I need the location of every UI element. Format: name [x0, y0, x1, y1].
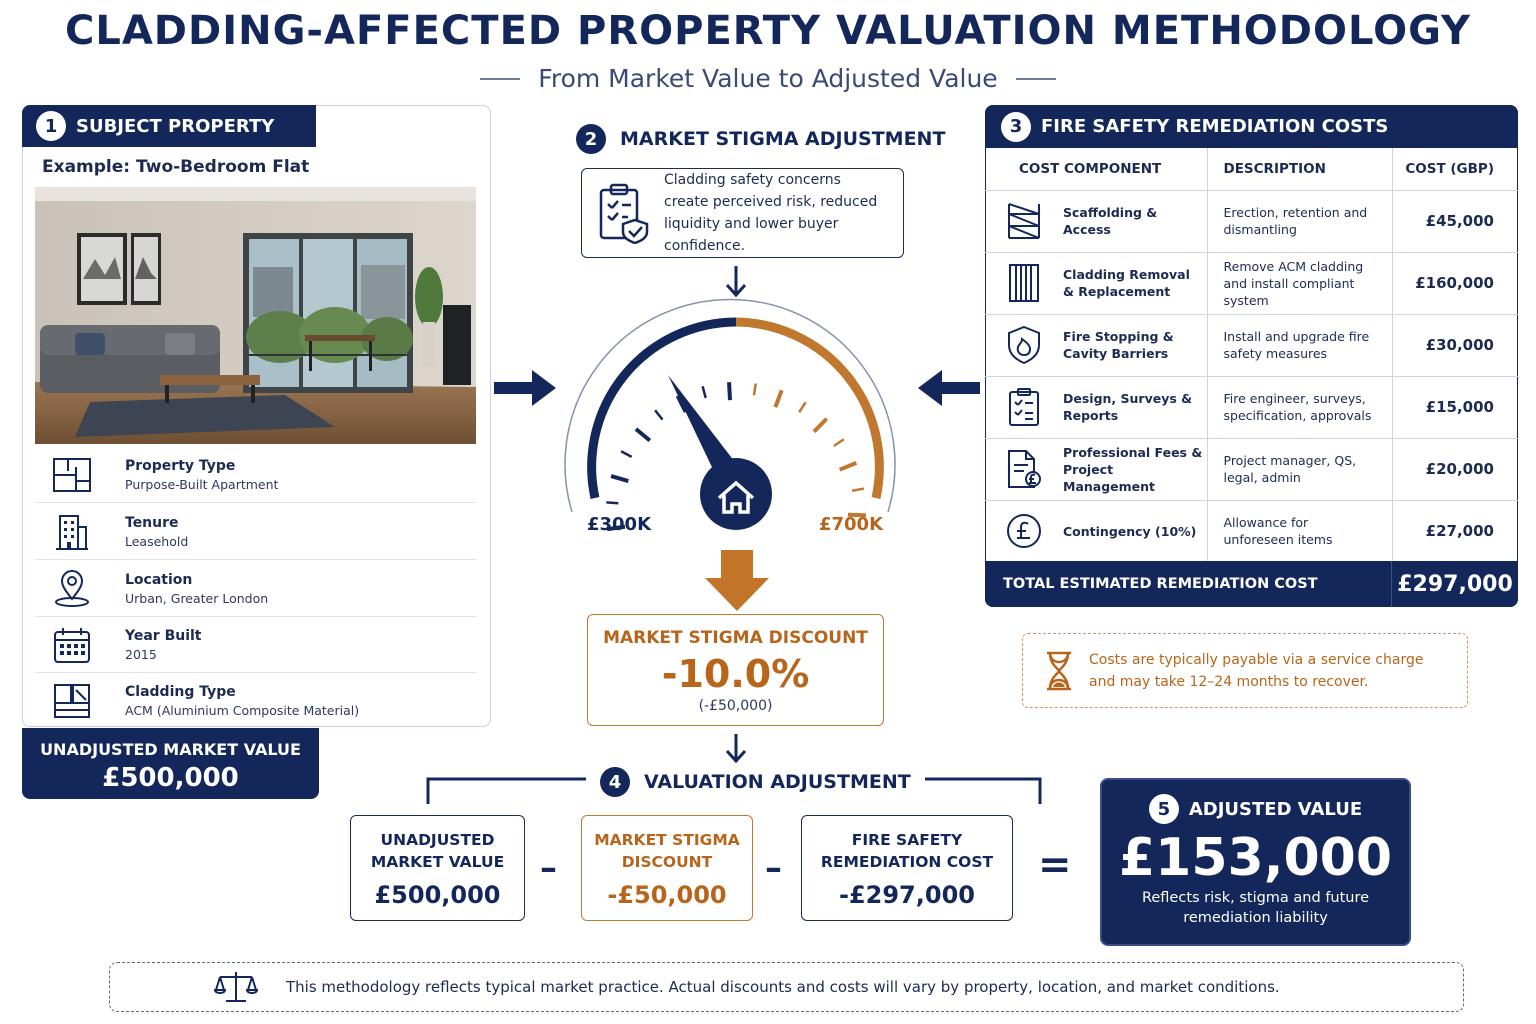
- adjusted-value-caption: Reflects risk, stigma and future remediation liability: [1141, 890, 1370, 926]
- subject-property-header: [22, 105, 316, 147]
- valuation-adjustment-header: [600, 767, 925, 797]
- table-row: [985, 376, 1518, 438]
- step-badge-2: 2: [576, 124, 606, 154]
- year-built-value: 2015: [125, 646, 157, 662]
- property-detail-row: [35, 447, 476, 503]
- gauge-tick: [775, 390, 781, 407]
- table-header-row: [985, 148, 1518, 190]
- tenure-label: Tenure: [125, 514, 179, 531]
- cladding-type-value: ACM (Aluminium Composite Material): [125, 703, 360, 718]
- gauge-tick: [611, 476, 628, 481]
- property-detail-row: [35, 504, 476, 560]
- column-header: DESCRIPTION: [1207, 148, 1392, 190]
- subtitle-rule-right: [1016, 78, 1056, 80]
- equation-stigma-box: [581, 815, 753, 921]
- step-badge-4: 4: [600, 767, 630, 797]
- column-header: COST (GBP): [1392, 148, 1518, 190]
- stigma-discount-amount: (-£50,000): [698, 698, 773, 714]
- gauge-tick: [636, 429, 650, 440]
- adjusted-value-box: [1100, 778, 1411, 946]
- step-badge-5: 5: [1149, 794, 1179, 824]
- step-badge-1: 1: [36, 111, 66, 141]
- equals-operator: =: [1038, 842, 1072, 888]
- gauge-hub: [700, 458, 772, 530]
- gauge-tick: [852, 489, 864, 491]
- cost-component-name: Design, Surveys & Reports: [1063, 391, 1193, 423]
- equation-remediation-value: -£297,000: [839, 881, 975, 909]
- cost-amount: £30,000: [1392, 314, 1518, 376]
- market-stigma-heading: MARKET STIGMA ADJUSTMENT: [620, 128, 946, 150]
- equation-unadjusted-label: UNADJUSTED MARKET VALUE: [370, 831, 505, 871]
- gauge-tick: [729, 382, 730, 400]
- equation-stigma-label: MARKET STIGMA DISCOUNT: [594, 831, 740, 871]
- cost-description: Erection, retention and dismantling: [1223, 205, 1368, 237]
- building-icon: [54, 513, 90, 551]
- gauge-max-label: £700K: [818, 514, 884, 535]
- cost-component-name: Fire Stopping & Cavity Barriers: [1063, 329, 1174, 361]
- scales-icon: [214, 970, 258, 1004]
- remediation-costs-header: [985, 105, 1518, 148]
- table-row: [985, 252, 1518, 314]
- disclaimer-text: This methodology reflects typical market practice. Actual discounts and costs will vary by property, location, and market conditions.: [286, 978, 1280, 996]
- stigma-concern-text: Cladding safety concerns create perceived risk, reduced liquidity and lower buyer confidence.: [664, 172, 878, 254]
- equation-remediation-box: [801, 815, 1013, 921]
- cost-component-name: Scaffolding & Access: [1063, 205, 1158, 237]
- disclaimer-footer: [109, 962, 1464, 1012]
- total-remediation-label: TOTAL ESTIMATED REMEDIATION COST: [985, 561, 1392, 607]
- cost-amount: £160,000: [1392, 252, 1518, 314]
- equation-unadjusted-box: [350, 815, 525, 921]
- property-detail-row: [35, 617, 476, 673]
- cost-description: Allowance for unforeseen items: [1223, 515, 1333, 547]
- service-charge-note-text: Costs are typically payable via a service charge and may take 12–24 months to recover.: [1089, 651, 1424, 690]
- unadjusted-value-box: [22, 728, 319, 799]
- market-stigma-header: [576, 124, 945, 154]
- subtitle-row: [0, 64, 1536, 93]
- service-charge-note: [1022, 633, 1468, 708]
- cost-description: Fire engineer, surveys, specification, approvals: [1223, 391, 1372, 423]
- orange-arrow-down-icon: [703, 548, 771, 614]
- valuation-adjustment-heading: VALUATION ADJUSTMENT: [644, 771, 911, 793]
- gauge-tick: [834, 439, 844, 446]
- pound-coin-icon: [1005, 512, 1043, 550]
- remediation-cost-table: [985, 148, 1518, 563]
- market-value-gauge: [560, 262, 900, 562]
- gauge-tick: [754, 384, 756, 396]
- apartment-photo: [35, 187, 476, 444]
- property-detail-row: [35, 561, 476, 617]
- location-label: Location: [125, 571, 193, 588]
- arrow-down-icon: [724, 732, 748, 766]
- floorplan-icon: [52, 457, 92, 493]
- gauge-tick: [703, 386, 706, 398]
- subtitle-rule-left: [480, 78, 520, 80]
- cost-component-name: Professional Fees & Project Management: [1063, 444, 1203, 494]
- property-type-label: Property Type: [125, 457, 236, 474]
- tenure-value: Leasehold: [125, 533, 189, 549]
- cost-description: Project manager, QS, legal, admin: [1223, 453, 1357, 485]
- table-row: [985, 190, 1518, 252]
- column-header: COST COMPONENT: [985, 148, 1207, 190]
- page-subtitle: From Market Value to Adjusted Value: [538, 64, 998, 93]
- clipboard-icon: [1007, 387, 1041, 427]
- gauge-tick: [799, 402, 805, 412]
- page-title: CLADDING-AFFECTED PROPERTY VALUATION METHODOLOGY: [65, 8, 1471, 54]
- equation-remediation-label: FIRE SAFETY REMEDIATION COST: [820, 831, 994, 871]
- gauge-tick: [655, 410, 662, 419]
- property-detail-row: [35, 673, 476, 729]
- cladding-icon: [1007, 263, 1041, 303]
- property-type-value: Purpose-Built Apartment: [125, 476, 279, 492]
- minus-operator: –: [540, 848, 557, 888]
- cladding-type-label: Cladding Type: [125, 684, 236, 700]
- adjusted-value-heading: ADJUSTED VALUE: [1188, 798, 1363, 820]
- cost-amount: £20,000: [1392, 438, 1518, 500]
- equation-unadjusted-value: £500,000: [374, 881, 501, 909]
- adjusted-value-amount: £153,000: [1118, 828, 1393, 888]
- stigma-concern-box: [581, 168, 904, 258]
- location-value: Urban, Greater London: [125, 590, 269, 606]
- gauge-min-label: £300K: [586, 514, 652, 535]
- document-fee-icon: [1006, 449, 1042, 489]
- calendar-icon: [52, 626, 92, 664]
- cost-description: Remove ACM cladding and install compliant system: [1223, 258, 1364, 308]
- location-pin-icon: [52, 569, 92, 609]
- year-built-label: Year Built: [125, 627, 202, 644]
- table-row: [985, 500, 1518, 562]
- cost-description: Install and upgrade fire safety measures: [1223, 329, 1370, 361]
- gauge-tick: [840, 463, 857, 470]
- stigma-discount-box: [587, 614, 884, 726]
- cost-amount: £27,000: [1392, 500, 1518, 562]
- clipboard-shield-icon: [598, 182, 650, 244]
- unadjusted-value-label: UNADJUSTED MARKET VALUE: [40, 740, 301, 759]
- gauge-tick: [606, 502, 618, 503]
- gauge-tick: [814, 419, 827, 432]
- table-row: [985, 314, 1518, 376]
- adjusted-value-header: [1102, 794, 1409, 824]
- cladding-panel-icon: [52, 682, 92, 720]
- hourglass-icon: [1045, 651, 1073, 691]
- remediation-costs-heading: FIRE SAFETY REMEDIATION COSTS: [1041, 116, 1389, 137]
- table-row: [985, 438, 1518, 500]
- arrow-right-icon: [492, 366, 562, 410]
- unadjusted-value-amount: £500,000: [102, 763, 239, 793]
- stigma-discount-percent: -10.0%: [661, 652, 810, 696]
- total-remediation-bar: [985, 561, 1518, 607]
- stigma-discount-label: MARKET STIGMA DISCOUNT: [603, 628, 868, 648]
- property-example: Example: Two-Bedroom Flat: [42, 157, 310, 177]
- gauge-tick: [621, 451, 632, 457]
- fire-shield-icon: [1007, 325, 1041, 365]
- total-remediation-value: £297,000: [1397, 571, 1513, 597]
- cost-amount: £45,000: [1392, 190, 1518, 252]
- step-badge-3: 3: [1001, 112, 1031, 142]
- cost-component-name: Cladding Removal & Replacement: [1063, 267, 1190, 299]
- minus-operator: –: [765, 848, 782, 888]
- equation-stigma-value: -£50,000: [607, 881, 727, 909]
- cost-amount: £15,000: [1392, 376, 1518, 438]
- subject-property-heading: SUBJECT PROPERTY: [76, 115, 275, 137]
- cost-component-name: Contingency (10%): [1063, 523, 1197, 539]
- scaffolding-icon: [1005, 202, 1043, 240]
- arrow-left-icon: [912, 366, 982, 410]
